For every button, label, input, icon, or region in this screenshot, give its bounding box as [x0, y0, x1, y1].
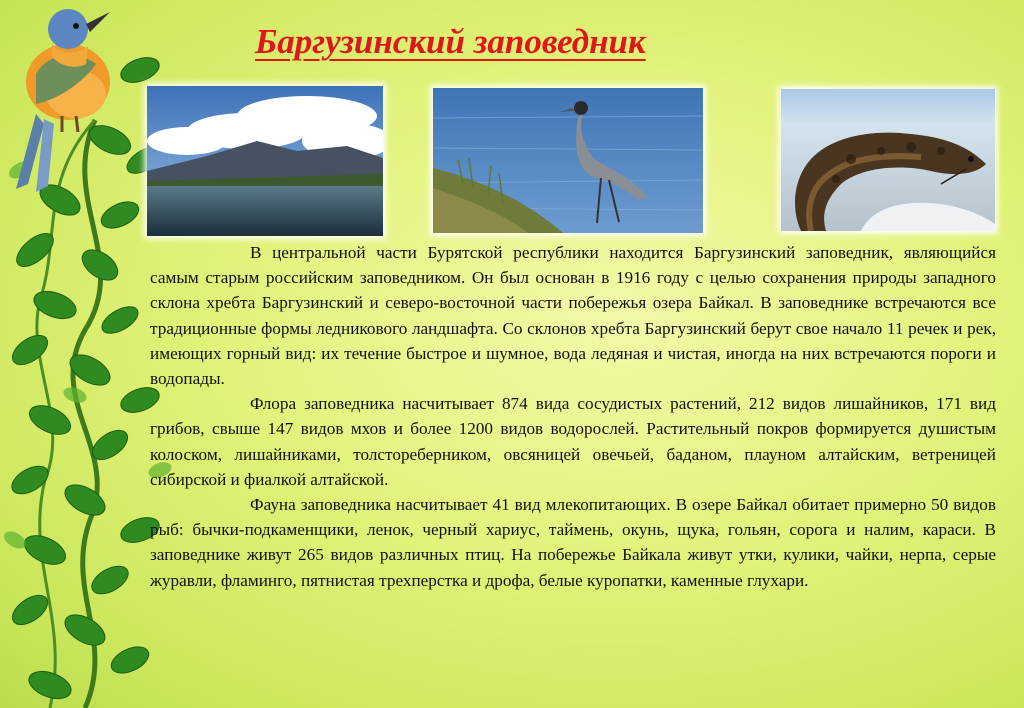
landscape-photo — [147, 86, 383, 236]
article-text — [150, 240, 996, 593]
paragraph-flora: Флора заповедника насчитывает 874 вида сосудистых растений, 212 видов лишайников, 171 вид грибов, свыше 147 видов мхов и более 1200 видов водорослей. Растительный покров формируется душистым колоском, лишайниками, толстореберником, овсяницей овечьей, баданом, плауном алтайским, ветреницей сибирской и фиалкой алтайской. — [150, 394, 996, 489]
bird-illustration — [6, 4, 126, 194]
paragraph-intro: В центральной части Бурятской республики находится Баргузинский заповедник, являющийся самым старым российским заповедником. Он был основан в 1916 году с целью сохранения природы западного склона хребта Баргузинский и северо-восточной части побережья озера Байкал. В заповеднике встречаются все традиционные формы ледникового ландшафта. Со склонов хребта Баргузинский берут свое начало 11 речек и рек, имеющих горный вид: их течение быстрое и шумное, вода ледяная и чистая, иногда на них встречаются пороги и водопады. — [150, 243, 996, 389]
page-title: Баргузинский заповедник — [255, 22, 646, 61]
crane-photo — [433, 88, 703, 233]
fish-photo — [781, 89, 995, 231]
paragraph-fauna: Фауна заповедника насчитывает 41 вид млекопитающих. В озере Байкал обитает примерно 50 видов рыб: бычки-подкаменщики, ленок, черный хариус, таймень, окунь, щука, гольян, сорога и налим, караси. В заповеднике живут 265 видов различных птиц. На побережье Байкала живут утки, кулики, чайки, нерпа, серые журавли, фламинго, пятнистая трехперстка и дрофа, белые куропатки, каменные глухари. — [150, 495, 996, 590]
